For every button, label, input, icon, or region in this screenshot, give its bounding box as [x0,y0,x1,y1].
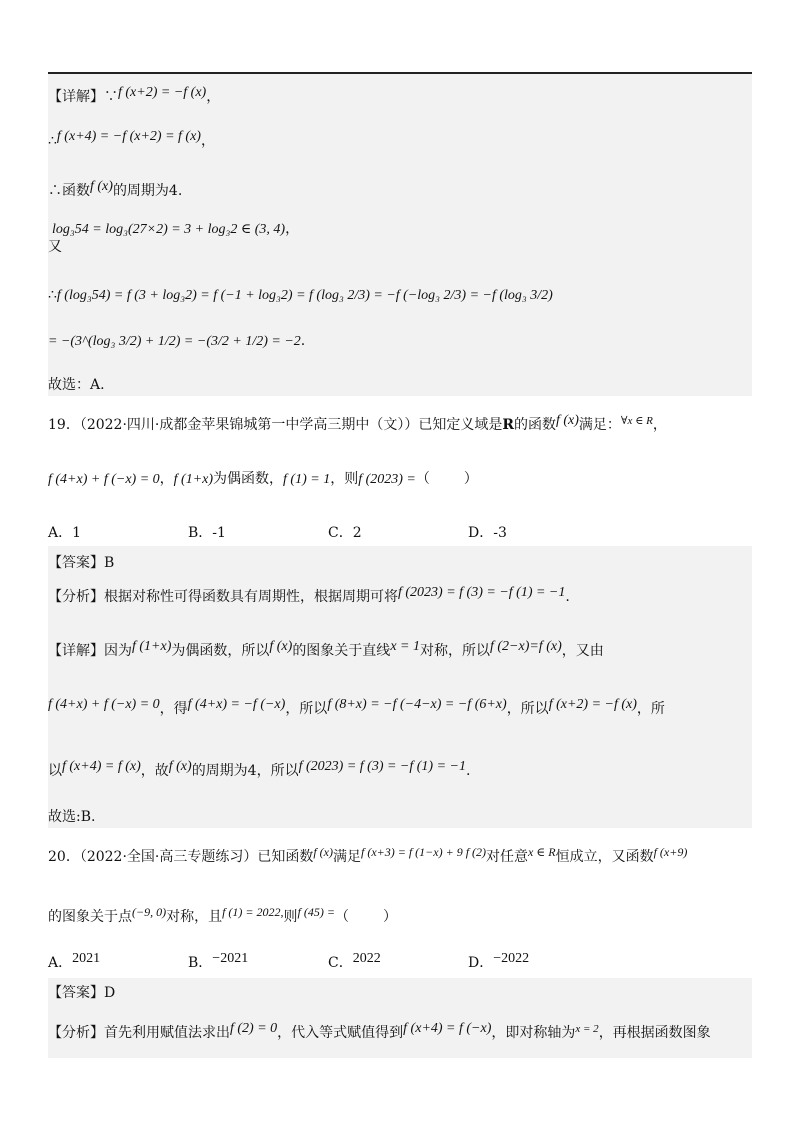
question-19 [48,396,752,546]
q19-detail-line-1: 【详解】因为f (1+x)为偶函数，所以f (x)的图象关于直线x = 1对称，所以f (2−x)=f (x)，又由 [48,639,604,659]
detail-line-1: 【详解】∵f (x+2) = −f (x)， [48,85,221,105]
q20-solution-block [48,978,752,1058]
q20-choice-c: C．2022 [328,951,381,971]
q20-choice-d: D．−2022 [468,951,530,971]
q20-analysis: 【分析】首先利用赋值法求出f (2) = 0，代入等式赋值得到f (x+4) = f (−x)，即对称轴为$^{x = 2}$，再根据函数图象 [48,1021,711,1041]
q19-choice-c: C．2 [328,525,362,541]
q20-choice-a: A．2021 [48,951,101,971]
detail-line-4-label: 又 [48,239,62,255]
q19-stem-line-1: 19．（2022·四川·成都金苹果锦城第一中学高三期中（文））已知定义域是R的函数f (x)满足：$^{\forall x \in R}$， [48,413,667,433]
detail-line-4: log₃54 = log₃(27×2) = 3 + log₃2 ∈ (3, 4)， [52,221,300,237]
q19-choice-a: A．1 [48,525,82,541]
question-20 [48,828,752,978]
detail-line-5: ∴f (log₃54) = f (3 + log₃2) = f (−1 + log₃2) = f (log₃ 2/3) = −f (−log₃ 2/3) = −f (log₃ 3/2) [48,287,553,303]
q19-detail-line-3: 以f (x+4) = f (x)，故f (x)的周期为4，所以f (2023) = f (3) = −f (1) = −1. [48,759,471,779]
detail-line-7: 故选：A. [48,377,105,393]
q20-answer: 【答案】D [48,985,116,1001]
q19-answer: 【答案】B [48,555,115,571]
q19-choice-d: D．-3 [468,525,507,541]
q19-analysis: 【分析】根据对称性可得函数具有周期性，根据周期可将f (2023) = f (3) = −f (1) = −1. [48,585,570,605]
q20-choice-b: B．−2021 [188,951,249,971]
q19-choice-b: B．-1 [188,525,226,541]
q19-detail-line-2: f (4+x) + f (−x) = 0，得f (4+x) = −f (−x)，所以f (8+x) = −f (−4−x) = −f (6+x)，所以f (x+2) = −f (x)，所 [48,697,665,717]
detail-line-2: ∴f (x+4) = −f (x+2) = f (x)， [48,129,215,149]
q20-stem-line-2: 的图象关于点(−9, 0)对称，且f (1) = 2022,则f (45) =（ ） [48,905,399,925]
detail-line-3: ∴函数f (x)的周期为4. [48,179,183,199]
q19-solution-block [48,546,752,828]
q19-final: 故选:B. [48,809,96,825]
detail-line-6: = −(3^(log₃ 3/2) + 1/2) = −(3/2 + 1/2) = −2. [48,333,306,349]
solution-block-18 [48,74,752,396]
q19-stem-line-2: f (4+x) + f (−x) = 0，f (1+x)为偶函数，f (1) = 1，则f (2023) =（ ） [48,471,480,487]
q20-stem-line-1: 20．（2022·全国·高三专题练习）已知函数f (x)满足f (x+3) = f (1−x) + 9 f (2)对任意x ∈ R恒成立，又函数f (x+9) [48,845,688,865]
